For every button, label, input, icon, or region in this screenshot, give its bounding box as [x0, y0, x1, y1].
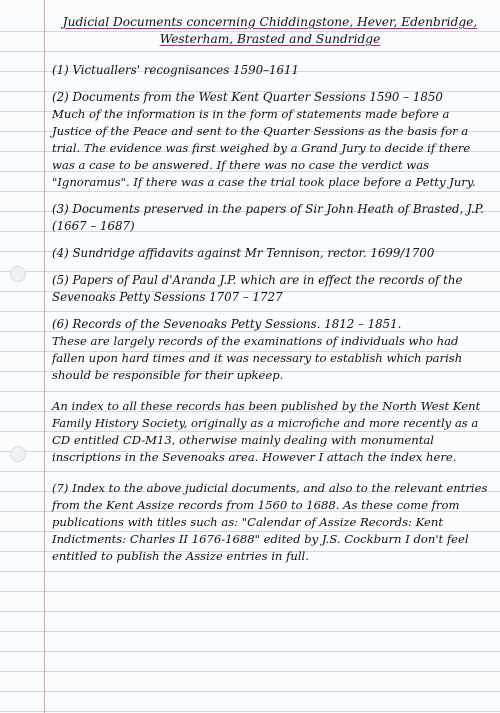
index-note [52, 398, 488, 466]
handwritten-content [52, 14, 488, 565]
item-4-heading: (4) Sundridge affidavits against Mr Tennison, rector. 1699/1700 [52, 246, 435, 260]
punch-hole-bottom [10, 446, 26, 462]
margin-line [44, 0, 45, 713]
item-2-description: Much of the information is in the form of statements made before a Justice of the Peace and sent to the Quarter Sessions as the basis for a trial. The evidence was first weighed by a Grand Jury to decide if there was a case to be answered. If there was no case the verdict was "Ignoramus". If there was a case the trial took place before a Petty Jury. [52, 107, 476, 189]
title-line-1: Judicial Documents concerning Chiddingstone, Hever, Edenbridge, [62, 15, 478, 29]
punch-hole-top [10, 266, 26, 282]
item-6-description: These are largely records of the examinations of individuals who had fallen upon hard times and it was necessary to establish which parish should be responsible for their upkeep. [52, 334, 463, 382]
item-5 [52, 272, 488, 306]
index-note-text: An index to all these records has been published by the North West Kent Family History Society, originally as a microfiche and more recently as a CD entitled CD-M13, otherwise mainly dealing with monumental inscriptions in the Sevenoaks area. However I attach the index here. [52, 399, 481, 464]
item-5-heading: (5) Papers of Paul d'Aranda J.P. which are in effect the records of the Sevenoaks Petty Sessions 1707 – 1727 [52, 273, 463, 304]
item-2-heading: (2) Documents from the West Kent Quarter Sessions 1590 – 1850 [52, 90, 443, 104]
title-line-2: Westerham, Brasted and Sundridge [159, 32, 381, 46]
item-7 [52, 480, 488, 565]
item-4 [52, 245, 488, 262]
page-title [52, 14, 488, 48]
item-6-heading: (6) Records of the Sevenoaks Petty Sessions. 1812 – 1851. [52, 317, 402, 331]
item-7-text: (7) Index to the above judicial documents, and also to the relevant entries from the Kent Assize records from 1560 to 1688. As these come from publications with titles such as: "Calendar of Assize Records: Kent Indictments: Charles II 1676-1688" edited by J.S. Cockburn I don't feel entitled to publish the Assize entries in full. [52, 481, 488, 563]
item-2 [52, 89, 488, 191]
item-6 [52, 316, 488, 384]
item-3 [52, 201, 488, 235]
item-3-heading: (3) Documents preserved in the papers of Sir John Heath of Brasted, J.P. (1667 – 1687) [52, 202, 484, 233]
item-1 [52, 62, 488, 79]
item-1-heading: (1) Victuallers' recognisances 1590–1611 [52, 63, 300, 77]
